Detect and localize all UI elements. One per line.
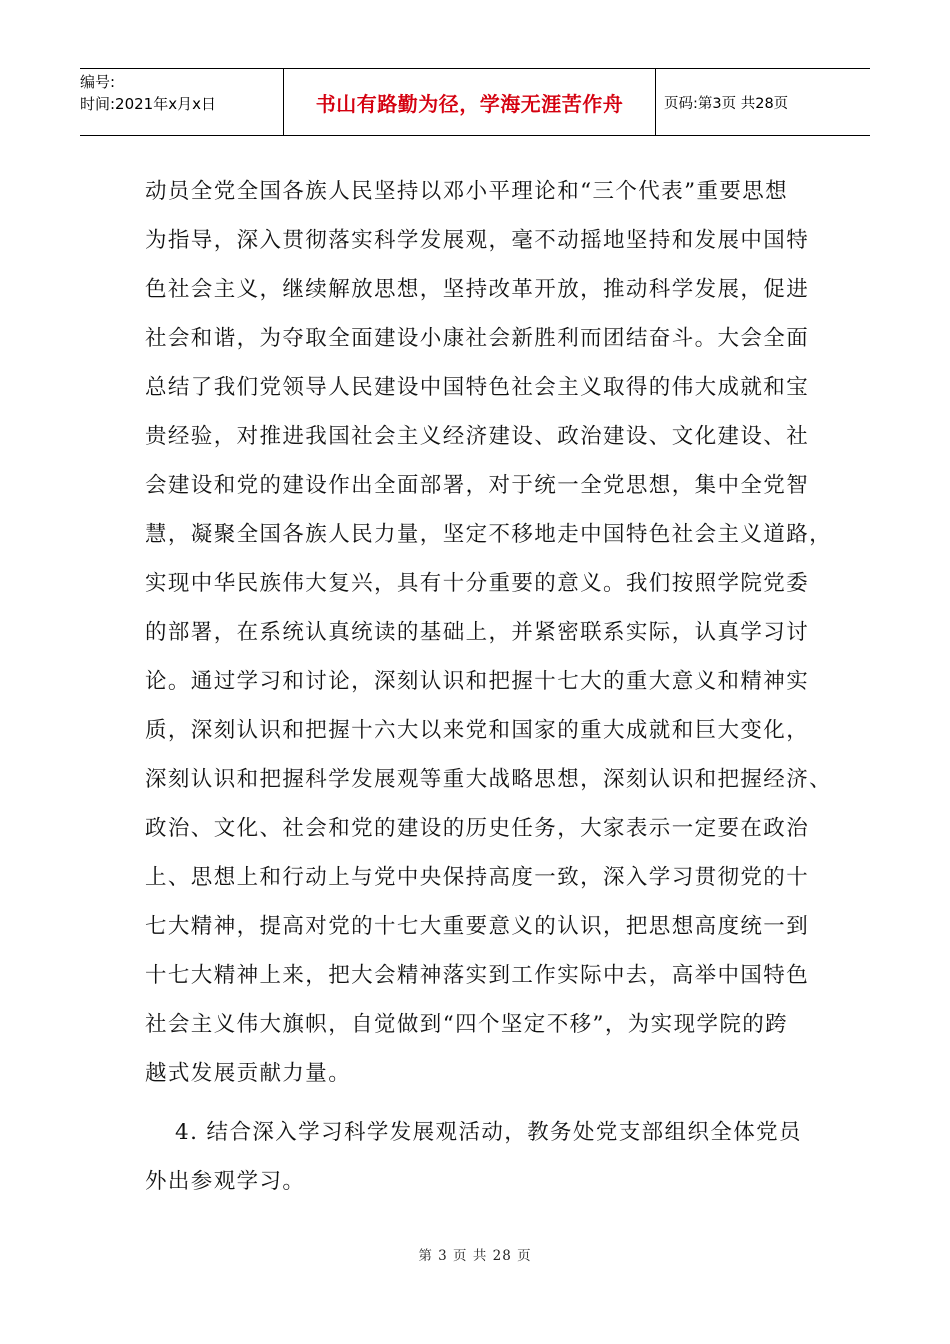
document-date: 时间:2021年x月x日	[80, 95, 216, 113]
text-line: 七大精神，提高对党的十七大重要意义的认识，把思想高度统一到	[145, 914, 810, 939]
paragraph-1	[145, 167, 833, 1098]
document-header	[80, 68, 870, 136]
text-line: 外出参观学习。	[145, 1169, 306, 1194]
text-line: 越式发展贡献力量。	[145, 1061, 352, 1086]
text-line: 十七大精神上来，把大会精神落实到工作实际中去，高举中国特色	[145, 963, 810, 988]
header-motto-cell	[284, 69, 656, 135]
text-line: 实现中华民族伟大复兴，具有十分重要的意义。我们按照学院党委	[145, 571, 810, 596]
text-line: 政治、文化、社会和党的建设的历史任务，大家表示一定要在政治	[145, 816, 810, 841]
text-line: 动员全党全国各族人民坚持以邓小平理论和“三个代表”重要思想	[145, 179, 789, 204]
paragraph-2	[145, 1108, 825, 1206]
text-line: 为指导，深入贯彻落实科学发展观，毫不动摇地坚持和发展中国特	[145, 228, 810, 253]
text-line: 深刻认识和把握科学发展观等重大战略思想，深刻认识和把握经济、	[145, 767, 833, 792]
text-line: 质，深刻认识和把握十六大以来党和国家的重大成就和巨大变化，	[145, 718, 810, 743]
text-line: 慧，凝聚全国各族人民力量，坚定不移地走中国特色社会主义道路，	[145, 522, 833, 547]
header-page-cell	[656, 69, 870, 135]
text-line: 社会和谐，为夺取全面建设小康社会新胜利而团结奋斗。大会全面	[145, 326, 810, 351]
text-line: 总结了我们党领导人民建设中国特色社会主义取得的伟大成就和宝	[145, 375, 810, 400]
header-page-info: 页码:第3页 共28页	[664, 95, 789, 112]
text-line: 上、思想上和行动上与党中央保持高度一致，深入学习贯彻党的十	[145, 865, 810, 890]
paragraph-gap	[145, 1098, 825, 1108]
text-line: 色社会主义，继续解放思想，坚持改革开放，推动科学发展，促进	[145, 277, 810, 302]
text-line: 社会主义伟大旗帜，自觉做到“四个坚定不移”，为实现学院的跨	[145, 1012, 789, 1037]
header-motto: 书山有路勤为径，学海无涯苦作舟	[315, 91, 624, 116]
page-footer: 第 3 页 共 28 页	[418, 1248, 532, 1264]
text-line: 贵经验，对推进我国社会主义经济建设、政治建设、文化建设、社	[145, 424, 810, 449]
text-line: 4. 结合深入学习科学发展观活动，教务处党支部组织全体党员	[175, 1120, 802, 1145]
text-line: 论。通过学习和讨论，深刻认识和把握十七大的重大意义和精神实	[145, 669, 810, 694]
document-body	[145, 167, 833, 1206]
header-meta-cell	[80, 69, 284, 135]
text-line: 的部署，在系统认真统读的基础上，并紧密联系实际，认真学习讨	[145, 620, 810, 645]
document-number-label: 编号:	[80, 73, 116, 91]
text-line: 会建设和党的建设作出全面部署，对于统一全党思想，集中全党智	[145, 473, 810, 498]
